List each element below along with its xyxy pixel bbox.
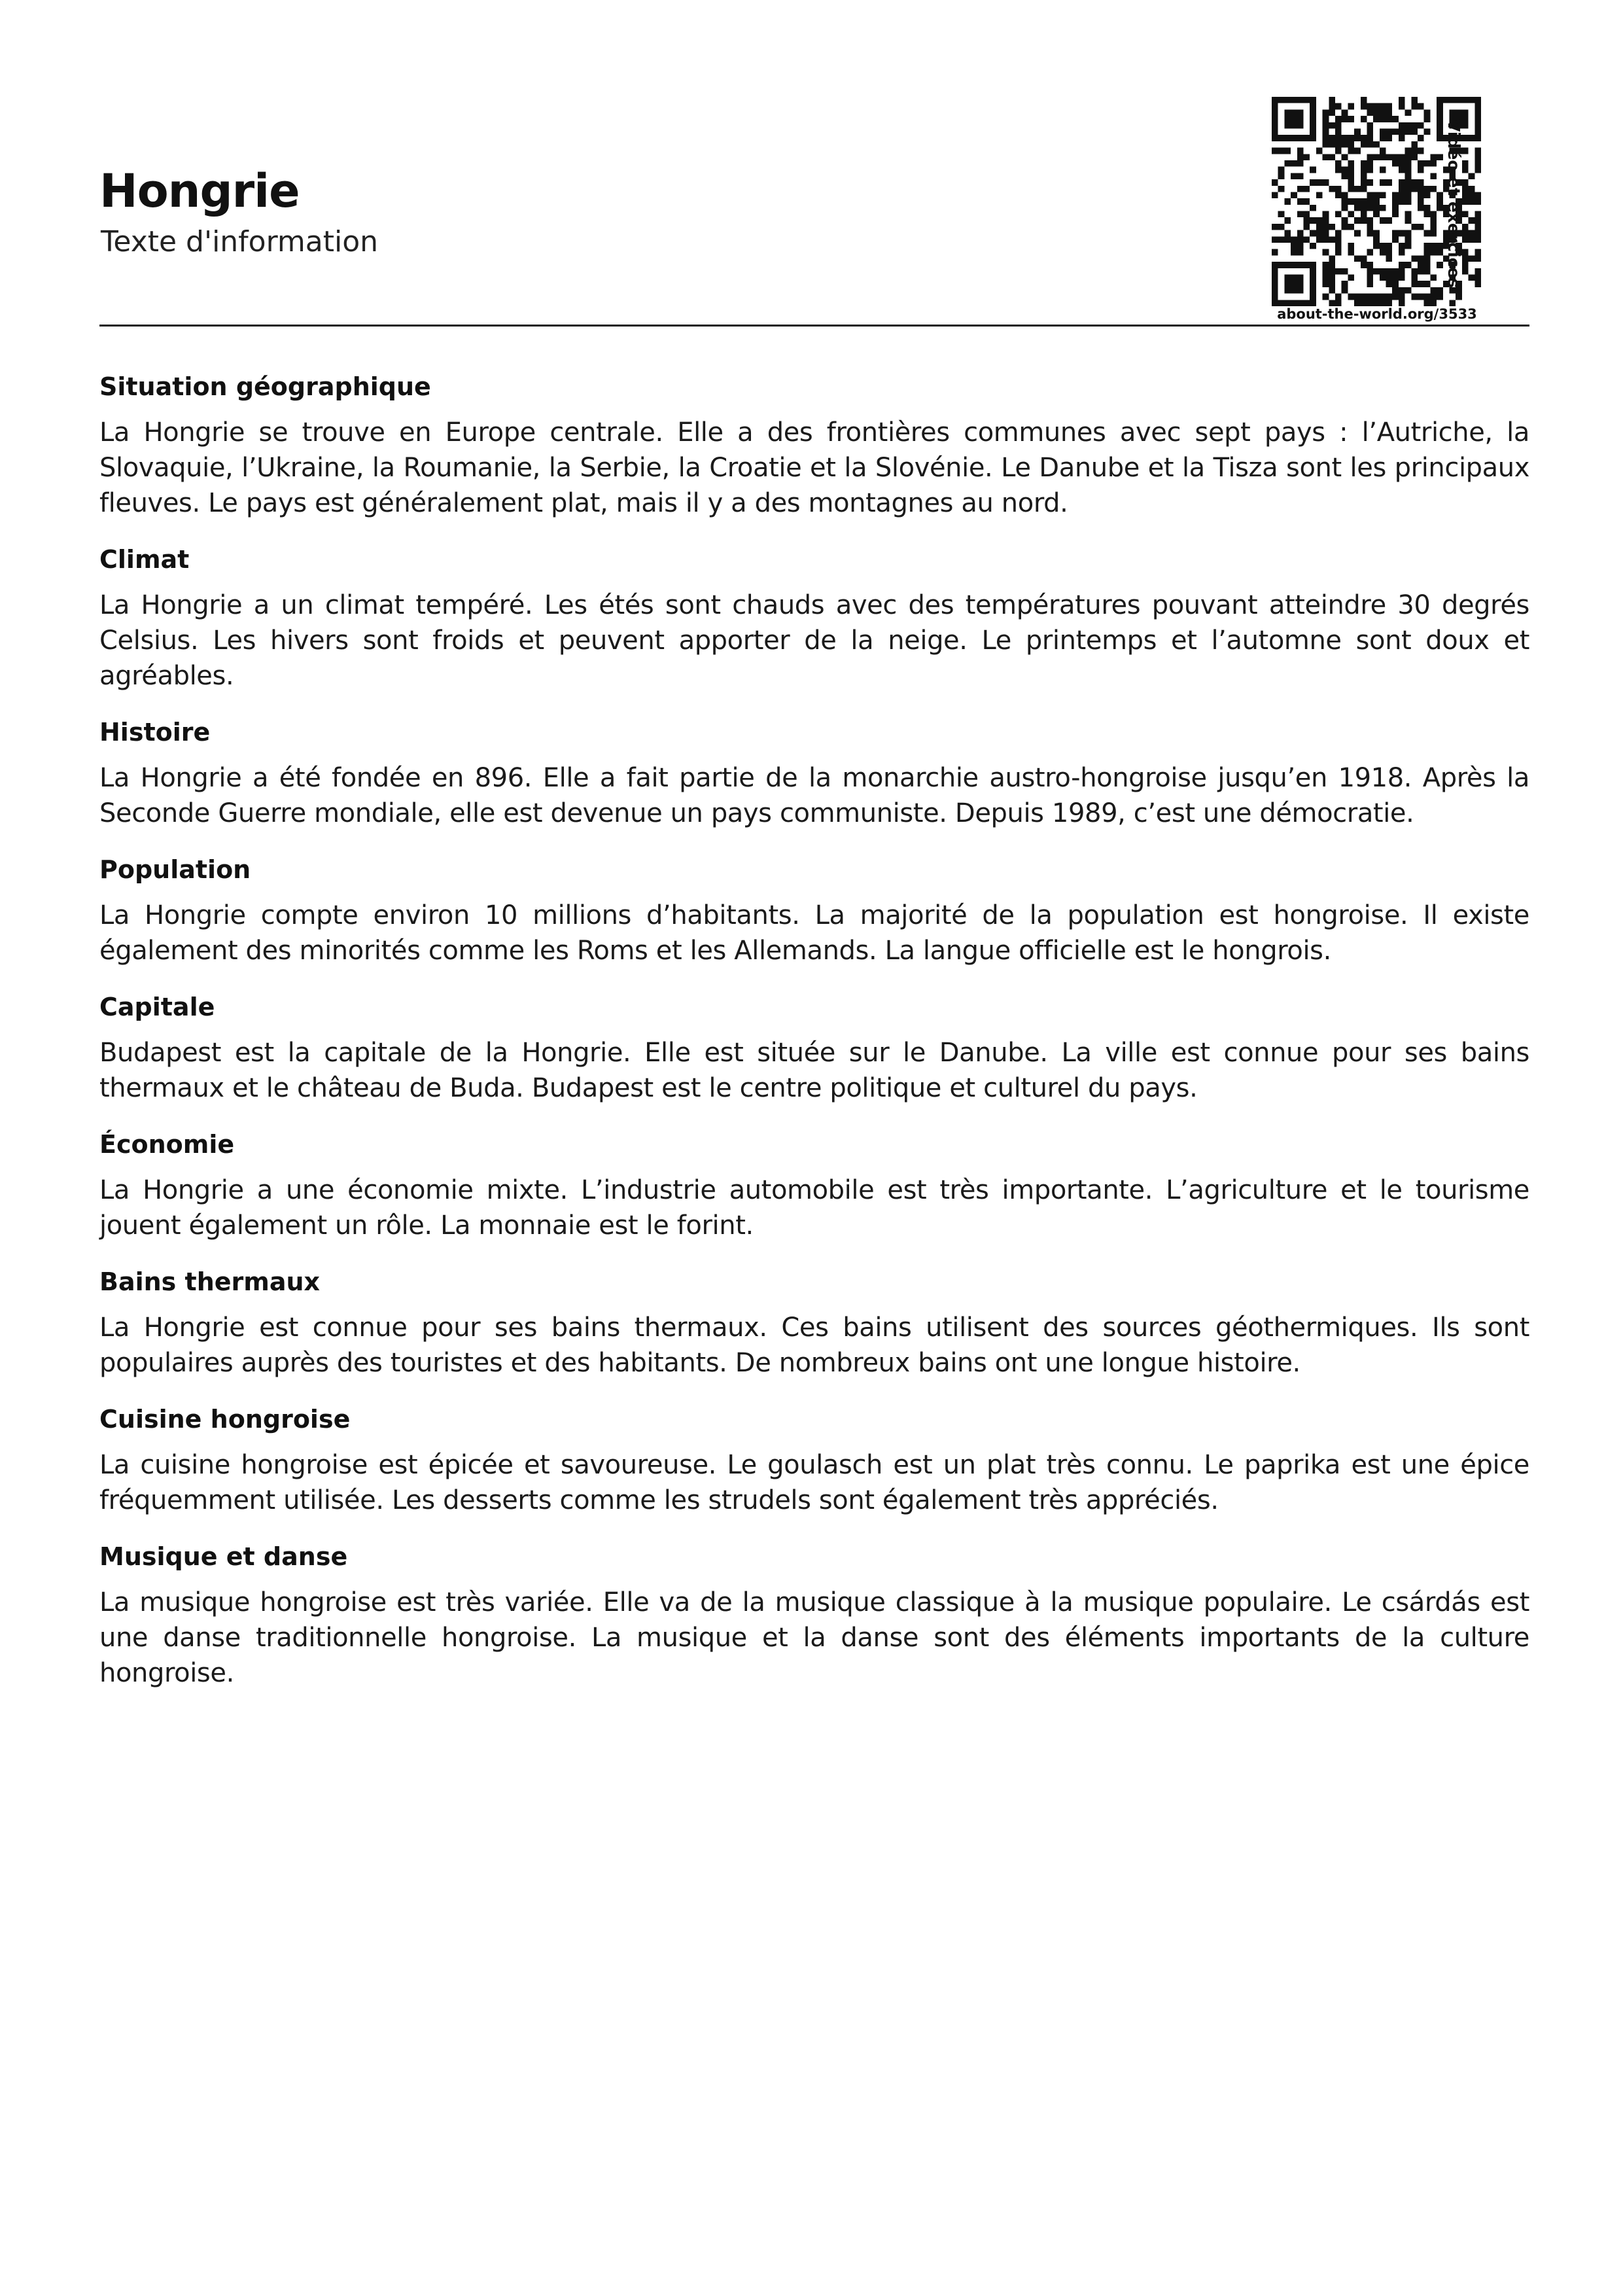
- section: [99, 1540, 1529, 1691]
- qr-url-label[interactable]: about-the-world.org/3533: [1277, 306, 1477, 322]
- header-divider: [99, 325, 1529, 327]
- section-text: Budapest est la capitale de la Hongrie. Elle est située sur le Danube. La ville est connue pour ses bains thermaux et le château de Buda. Budapest est le centre politique et culturel du pays.: [99, 1038, 1529, 1103]
- section: [99, 1128, 1529, 1243]
- section-heading: Climat: [99, 545, 190, 574]
- section: [99, 543, 1529, 694]
- section-text: La Hongrie a une économie mixte. L’industrie automobile est très importante. L’agriculture et le tourisme jouent également un rôle. La monnaie est le forint.: [99, 1175, 1529, 1241]
- page-subtitle: Texte d'information: [101, 225, 379, 258]
- section-text: La Hongrie compte environ 10 millions d’habitants. La majorité de la population est hongroise. Il existe également des minorités comme les Roms et les Allemands. La langue officielle est le hongrois.: [99, 900, 1529, 966]
- section: [99, 370, 1529, 521]
- section: [99, 991, 1529, 1106]
- section-heading: Capitale: [99, 993, 215, 1021]
- section-text: La Hongrie a un climat tempéré. Les étés sont chauds avec des températures pouvant atteindre 30 degrés Celsius. Les hivers sont froids et peuvent apporter de la neige. Le printemps et l’automne sont doux et agréables.: [99, 590, 1529, 691]
- section-heading: Cuisine hongroise: [99, 1405, 351, 1434]
- section: [99, 1403, 1529, 1518]
- section-text: La Hongrie se trouve en Europe centrale. Elle a des frontières communes avec sept pays : l’Autriche, la Slovaquie, l’Ukraine, la Roumanie, la Serbie, la Croatie et la Slovénie. Le Danube et la Tisza sont les principaux fleuves. Le pays est généralement plat, mais il y a des montagnes au nord.: [99, 417, 1529, 518]
- section-text: La Hongrie est connue pour ses bains thermaux. Ces bains utilisent des sources géothermiques. Ils sont populaires auprès des touristes et des habitants. De nombreux bains ont une longue histoire.: [99, 1313, 1529, 1378]
- qr-side-label: [1444, 119, 1495, 302]
- document-body: [99, 370, 1529, 1713]
- section-text: La Hongrie a été fondée en 896. Elle a fait partie de la monarchie austro-hongroise jusqu’en 1918. Après la Seconde Guerre mondiale, elle est devenue un pays communiste. Depuis 1989, c’est une démocratie.: [99, 763, 1529, 828]
- section: [99, 853, 1529, 968]
- section: [99, 1265, 1529, 1381]
- section: [99, 716, 1529, 831]
- section-heading: Histoire: [99, 718, 211, 747]
- section-heading: Situation géographique: [99, 372, 431, 401]
- section-text: La musique hongroise est très variée. Elle va de la musique classique à la musique populaire. Le csárdás est une danse traditionnelle hongroise. La musique et la danse sont des éléments importants de la culture hongroise.: [99, 1587, 1529, 1688]
- qr-side-label-text: Vidéo et exercices: [1444, 119, 1463, 289]
- section-heading: Économie: [99, 1130, 235, 1159]
- section-heading: Musique et danse: [99, 1542, 348, 1571]
- section-heading: Population: [99, 855, 251, 884]
- section-heading: Bains thermaux: [99, 1267, 321, 1296]
- section-text: La cuisine hongroise est épicée et savoureuse. Le goulasch est un plat très connu. Le paprika est une épice fréquemment utilisée. Les desserts comme les strudels sont également très appréciés.: [99, 1450, 1529, 1515]
- page-title: Hongrie: [99, 164, 300, 218]
